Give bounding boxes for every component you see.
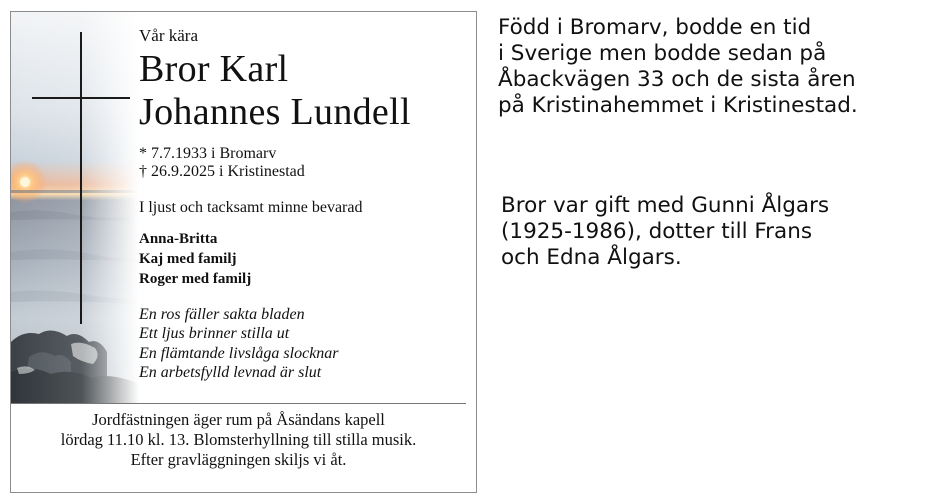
funeral-info (11, 410, 466, 470)
obituary-notice (10, 11, 477, 493)
death-date: † 26.9.2025 i Kristinestad (139, 163, 305, 180)
funeral-info-line: lördag 11.10 kl. 13. Blomsterhyllning till stilla musik. (60, 430, 417, 449)
biography-paragraph-1 (498, 15, 858, 119)
cross-icon-vertical (80, 32, 82, 324)
mourner-name: Kaj med familj (139, 251, 237, 267)
footer-divider (11, 403, 466, 404)
mourner-name: Roger med familj (139, 271, 252, 287)
biography-line: och Edna Ålgars. (501, 245, 682, 270)
verse-line: En arbetsfylld levnad är slut (139, 364, 322, 381)
deceased-name-line1: Bror Karl (139, 48, 289, 90)
sunset-sea-illustration (11, 12, 139, 404)
cross-icon-horizontal (32, 97, 130, 99)
funeral-info-line: Jordfästningen äger rum på Åsändans kapell (92, 410, 385, 429)
biography-line: i Sverige men bodde sedan på (498, 41, 827, 66)
biography-line: Född i Bromarv, bodde en tid (498, 15, 812, 40)
biography-line: Åbackvägen 33 och de sista åren (498, 67, 856, 92)
verse-line: En ros fäller sakta bladen (139, 306, 305, 323)
memory-line: I ljust och tacksamt minne bevarad (139, 199, 363, 216)
verse-line: Ett ljus brinner stilla ut (139, 325, 290, 342)
biography-paragraph-2 (501, 193, 829, 271)
intro-text: Vår kära (139, 26, 198, 45)
biography-line: på Kristinahemmet i Kristinestad. (498, 93, 858, 118)
funeral-info-line: Efter gravläggningen skiljs vi åt. (130, 450, 347, 469)
deceased-name-line2: Johannes Lundell (139, 91, 411, 133)
mourner-name: Anna-Britta (139, 231, 218, 247)
verse-line: En flämtande livslåga slocknar (139, 345, 339, 362)
biography-line: (1925-1986), dotter till Frans (501, 219, 813, 244)
biography-line: Bror var gift med Gunni Ålgars (501, 193, 830, 218)
birth-date: * 7.7.1933 i Bromarv (139, 145, 277, 162)
sunset-sea-photo (11, 12, 139, 404)
